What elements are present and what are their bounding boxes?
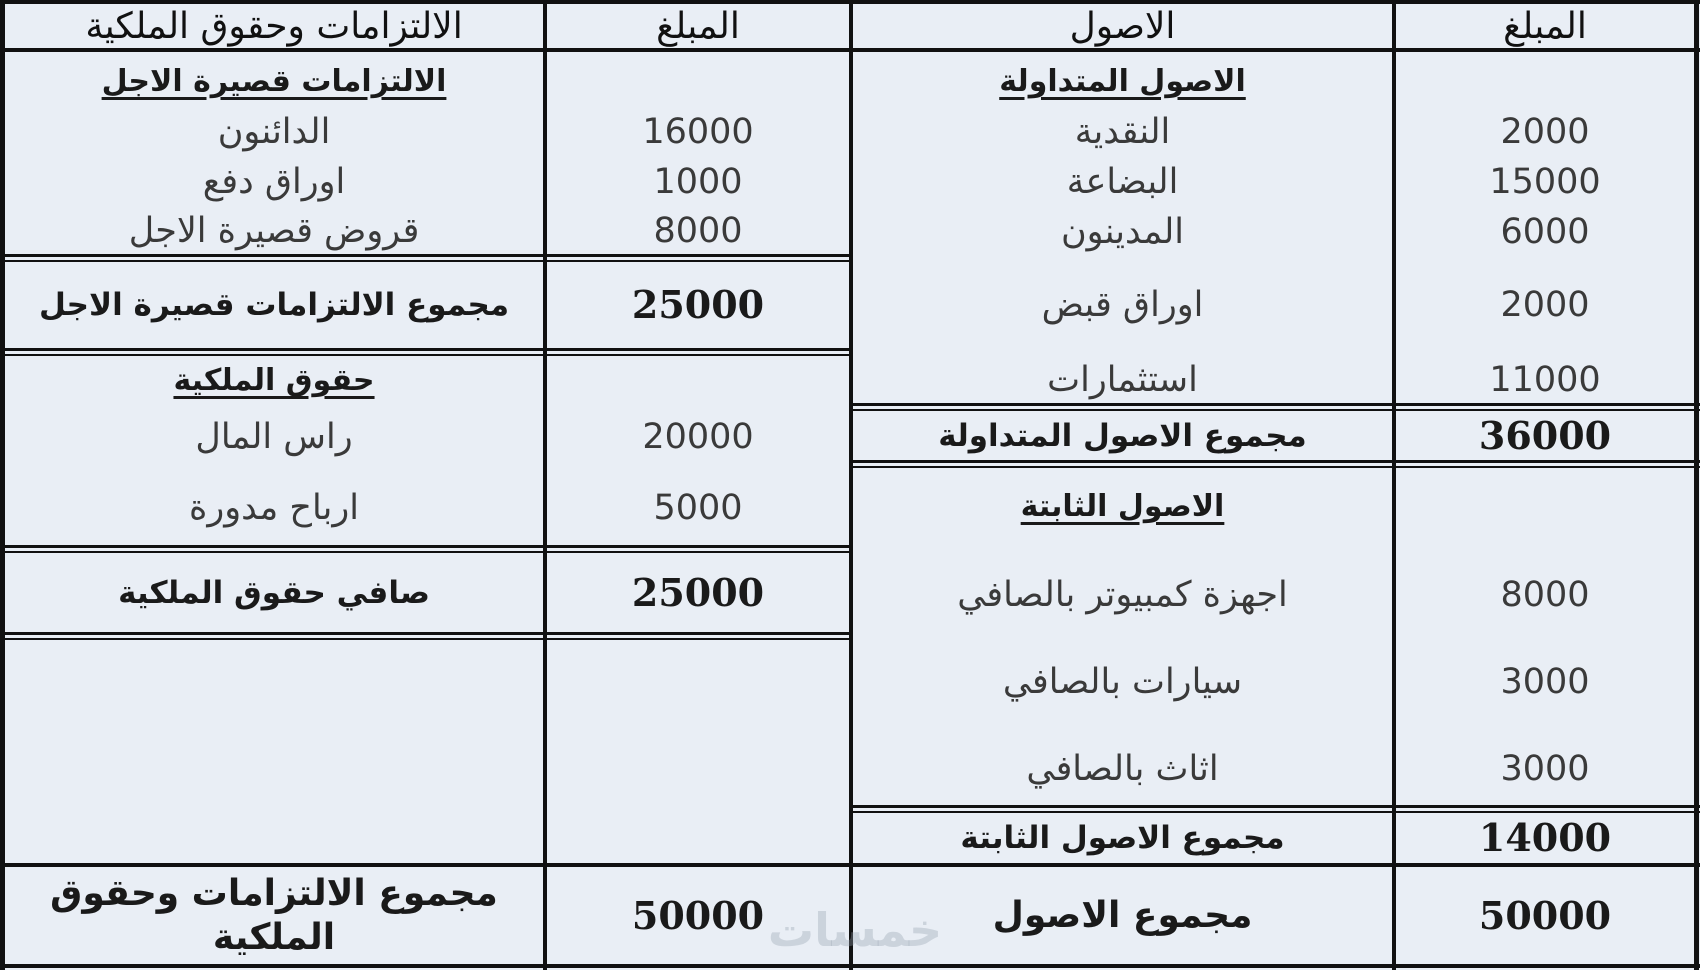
- table-border: [1694, 0, 1699, 970]
- short-term-liabilities-total: 25000: [631, 282, 765, 327]
- asset-label: النقدية: [1074, 112, 1171, 152]
- asset-label: البضاعة: [1066, 162, 1179, 202]
- short-term-liabilities-total-label: مجموع الالتزامات قصيرة الاجل: [39, 287, 510, 323]
- equity-amount: 5000: [653, 488, 743, 528]
- liability-amount: 1000: [653, 162, 743, 202]
- equity-title: حقوق الملكية: [173, 363, 375, 398]
- liability-amount: 16000: [642, 112, 754, 152]
- equity-label: راس المال: [195, 417, 353, 457]
- short-term-liabilities-title: الالتزامات قصيرة الاجل: [101, 64, 447, 99]
- asset-amount: 3000: [1500, 749, 1590, 789]
- liabilities-equity-grand-total-label: مجموع الالتزامات وحقوق الملكية: [50, 872, 498, 958]
- equity-amount: 20000: [642, 417, 754, 457]
- asset-amount: 2000: [1500, 112, 1590, 152]
- fixed-assets-title: الاصول الثابتة: [1020, 489, 1225, 524]
- liability-amount: 8000: [653, 211, 743, 251]
- asset-amount: 3000: [1500, 662, 1590, 702]
- asset-label: المدينون: [1060, 212, 1185, 252]
- fixed-assets-total: 14000: [1478, 815, 1612, 860]
- current-assets-total: 36000: [1478, 413, 1612, 458]
- header-assets-title: الاصول: [1069, 6, 1176, 47]
- liability-label: قروض قصيرة الاجل: [128, 211, 420, 251]
- header-assets-amount: المبلغ: [1503, 6, 1587, 47]
- row-divider: [0, 638, 851, 640]
- asset-amount: 2000: [1500, 285, 1590, 325]
- asset-label: اجهزة كمبيوتر بالصافي: [957, 575, 1288, 615]
- row-divider: [851, 805, 1700, 808]
- liabilities-equity-grand-total: 50000: [631, 892, 765, 938]
- equity-total-label: صافي حقوق الملكية: [118, 575, 430, 611]
- header-liabilities-amount: المبلغ: [656, 6, 740, 47]
- row-divider: [0, 348, 851, 351]
- asset-label: اوراق قبض: [1041, 285, 1204, 325]
- liability-label: الدائنون: [217, 112, 331, 152]
- equity-label: ارباح مدورة: [189, 488, 360, 528]
- row-divider: [0, 545, 851, 548]
- asset-label: سيارات بالصافي: [1002, 662, 1243, 702]
- liability-label: اوراق دفع: [202, 162, 346, 202]
- asset-label: استثمارات: [1047, 360, 1198, 400]
- current-assets-title: الاصول المتداولة: [999, 64, 1246, 99]
- asset-amount: 15000: [1489, 162, 1601, 202]
- assets-grand-total: 50000: [1478, 892, 1612, 938]
- header-liabilities-title: الالتزامات وحقوق الملكية: [85, 6, 463, 47]
- current-assets-total-label: مجموع الاصول المتداولة: [938, 418, 1307, 454]
- row-divider: [851, 466, 1700, 468]
- asset-amount: 11000: [1489, 360, 1601, 400]
- asset-amount: 6000: [1500, 212, 1590, 252]
- asset-amount: 8000: [1500, 575, 1590, 615]
- assets-grand-total-label: مجموع الاصول: [992, 894, 1253, 936]
- watermark-logo: خمسات: [767, 903, 943, 957]
- equity-total: 25000: [631, 570, 765, 615]
- asset-label: اثاث بالصافي: [1026, 749, 1219, 789]
- fixed-assets-total-label: مجموع الاصول الثابتة: [960, 820, 1285, 856]
